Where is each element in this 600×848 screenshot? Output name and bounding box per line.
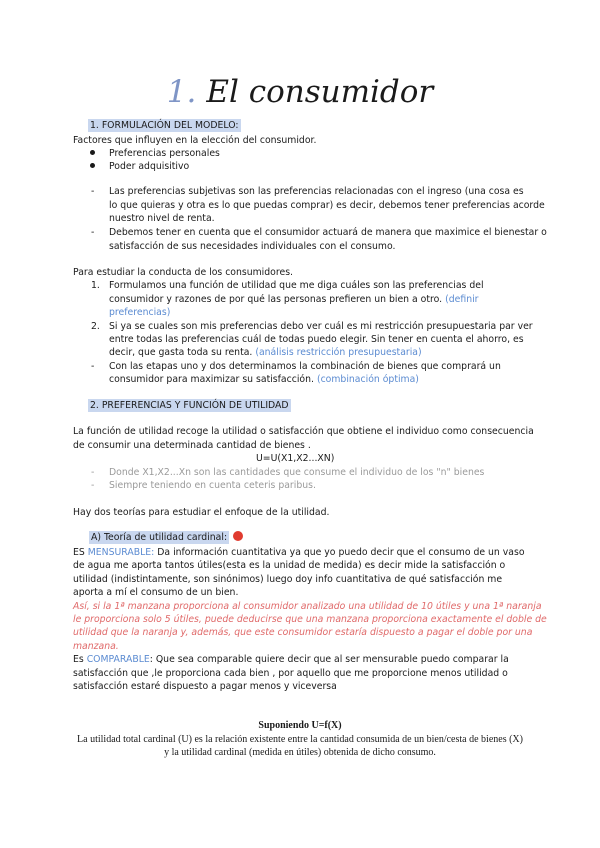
list-number: 1. (91, 280, 100, 291)
list-text: Si ya se cuales son mis preferencias debo ver cuál es mi restricción presupuestaria par ver (109, 321, 533, 332)
annotation-note: (definir (445, 294, 479, 305)
dash-marker: - (91, 361, 95, 372)
bullet-item (90, 147, 95, 160)
red-circle-icon (233, 531, 243, 541)
dash-text: satisfacción de sus necesidades individuales con el consumo. (109, 241, 396, 252)
dash-text: Debemos tener en cuenta que el consumidor actuará de manera que maximice el bienestar o (109, 227, 547, 238)
annotation-note: preferencias) (109, 307, 171, 318)
bullet-item (90, 160, 95, 173)
comparable-label: COMPARABLE (86, 654, 150, 665)
list-number: 2. (91, 321, 100, 332)
paragraph-line: de agua me aporta tantos útiles(esta es la unidad de medida) es decir mide la satisfacción o (73, 560, 506, 571)
two-theories-text: Hay dos teorías para estudiar el enfoque de la utilidad. (73, 507, 330, 518)
study-text: Para estudiar la conducta de los consumidores. (73, 267, 293, 278)
title-text: El consumidor (206, 74, 434, 110)
paragraph-line: satisfacción estaré dispuesto a pagar menos y viceversa (73, 681, 337, 692)
dash-text: consumidor para maximizar su satisfacción. (109, 374, 314, 385)
dash-marker: - (91, 227, 95, 238)
suponiendo-heading: Suponiendo U=f(X) (258, 720, 342, 731)
dash-text: lo que quieras y otra es lo que puedas comprar) es decir, debemos tener preferencias acorde (109, 200, 545, 211)
dash-marker: - (91, 480, 95, 491)
grey-note: Donde X1,X2...Xn son las cantidades que consume el individuo de los "n" bienes (109, 467, 485, 478)
list-text: decir, que gasta toda su renta. (109, 347, 253, 358)
example-line: utilidad que la naranja y, además, que este consumidor estaría dispuesto a pagar el doble por una (73, 627, 533, 638)
example-line: le proporciona solo 5 útiles, puede deducirse que una manzana proporciona exactamente el doble de (73, 614, 547, 625)
page-title (0, 74, 600, 110)
bullet-icon (90, 150, 95, 155)
paragraph-line: aporta a mí el consumo de un bien. (73, 587, 239, 598)
theory-a-heading: A) Teoría de utilidad cardinal: (91, 532, 228, 543)
paragraph-line: Da información cuantitativa ya que yo puedo decir que el consumo de un vaso (154, 547, 525, 558)
mens-prefix: ES (73, 547, 88, 558)
paragraph-line: La función de utilidad recoge la utilidad o satisfacción que obtiene el individuo como consecuencia (73, 426, 534, 437)
paragraph-line: : Que sea comparable quiere decir que al ser mensurable puedo comparar la (149, 654, 509, 665)
section-heading-2: 2. PREFERENCIAS Y FUNCIÓN DE UTILIDAD (90, 400, 289, 411)
bullet-text: Preferencias personales (109, 148, 220, 159)
paragraph-line: satisfacción que ,le proporciona cada bien , por aquello que me proporcione menos utilidad o (73, 668, 508, 679)
list-text: consumidor y razones de por qué las personas prefieren un bien a otro. (109, 294, 443, 305)
dash-marker: - (91, 467, 95, 478)
list-text: entre todas las preferencias cuál de todas puedo elegir. Sin tener en cuenta el ahorro, es (109, 334, 524, 345)
comp-prefix: Es (73, 654, 87, 665)
mensurable-label: MENSURABLE: (87, 547, 155, 558)
section-heading-1: 1. FORMULACIÓN DEL MODELO: (90, 120, 239, 131)
bullet-text: Poder adquisitivo (109, 161, 190, 172)
bullet-icon (90, 163, 95, 168)
final-line: y la utilidad cardinal (medida en útiles) obtenida de dicho consumo. (164, 747, 436, 758)
paragraph-line: de consumir una determinada cantidad de bienes . (73, 440, 311, 451)
list-text: Formulamos una función de utilidad que me diga cuáles son las preferencias del (109, 280, 484, 291)
intro-text: Factores que influyen en la elección del consumidor. (73, 135, 317, 146)
example-line: Así, si la 1ª manzana proporciona al consumidor analizado una utilidad de 10 útiles y una 1ª naranja (73, 601, 542, 612)
dash-marker: - (91, 186, 95, 197)
final-line: La utilidad total cardinal (U) es la relación existente entre la cantidad consumida de un bien/cesta de bienes (X) (77, 734, 523, 745)
dash-text: nuestro nivel de renta. (109, 213, 215, 224)
paragraph-line: utilidad (indistintamente, son sinónimos) luego doy info cuantitativa de qué satisfacción me (73, 574, 503, 585)
annotation-note: (combinación óptima) (316, 374, 419, 385)
annotation-note: (análisis restricción presupuestaria) (255, 347, 422, 358)
title-number: 1. (166, 74, 197, 110)
utility-formula: U=U(X1,X2...XN) (256, 453, 335, 464)
example-line: manzana. (73, 641, 119, 652)
dash-text: Con las etapas uno y dos determinamos la combinación de bienes que comprará un (109, 361, 501, 372)
grey-note: Siempre teniendo en cuenta ceteris paribus. (109, 480, 316, 491)
dash-text: Las preferencias subjetivas son las preferencias relacionadas con el ingreso (una cosa es (109, 186, 524, 197)
